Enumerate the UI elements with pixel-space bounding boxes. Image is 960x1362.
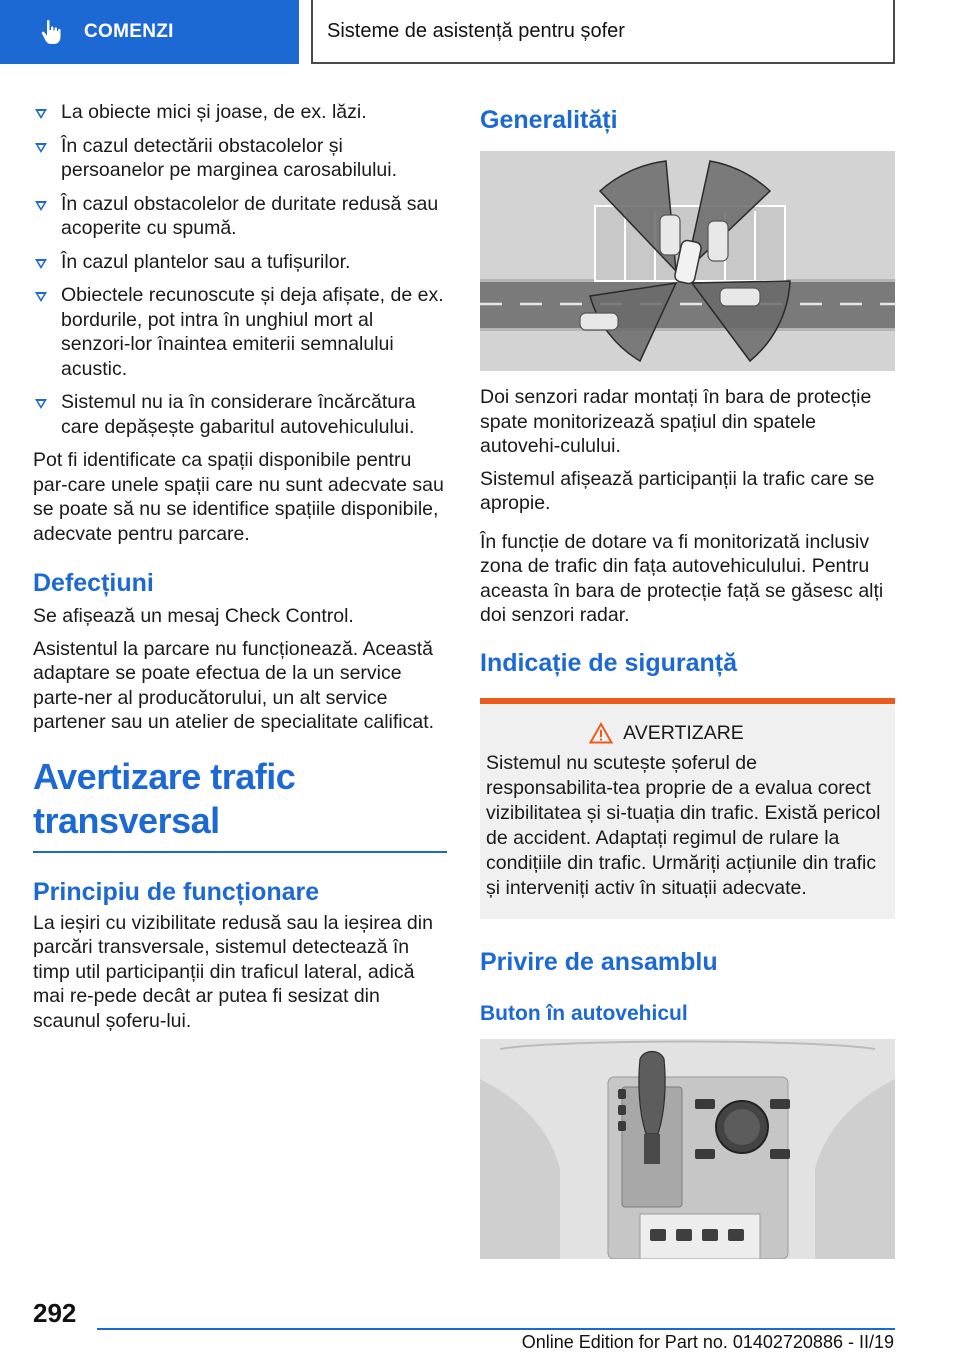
list-item: La obiecte mici și joase, de ex. lăzi. — [33, 100, 447, 125]
general-paragraph-2: Sistemul afișează participanții la trafic care se apropie. — [480, 467, 875, 514]
bullet-triangle-icon — [35, 399, 47, 409]
chapter-heading: Avertizare trafic transversal — [33, 755, 296, 841]
defects-paragraph-1: Se afișează un mesaj Check Control. — [33, 605, 354, 627]
bullet-triangle-icon — [35, 201, 47, 211]
page-number: 292 — [33, 1298, 77, 1328]
general-paragraph-3: În funcție de dotare va fi monitorizată inclusiv zona de trafic din fața autovehiculului. Pentru aceasta în bara de protecție față se găsesc alți doi senzori radar. — [480, 530, 884, 626]
limitations-list — [33, 100, 447, 439]
list-item: Sistemul nu ia în considerare încărcătura care depășește gabaritul autovehiculului. — [33, 390, 447, 439]
edition-footer: Online Edition for Part no. 01402720886 - II/19 — [521, 1332, 894, 1352]
bullet-triangle-icon — [35, 109, 47, 119]
radar-coverage-illustration — [480, 151, 895, 371]
warning-title: AVERTIZARE — [623, 721, 744, 744]
defects-paragraph-2: Asistentul la parcare nu funcționează. Această adaptare se poate efectua de la un service parte-ner al producătorului, un alt service partener sau un atelier de specialitate calificat. — [33, 637, 435, 733]
list-item: În cazul detectării obstacolelor și persoanelor pe marginea carosabilului. — [33, 134, 447, 183]
overview-heading: Privire de ansamblu — [480, 947, 718, 976]
list-item: În cazul obstacolelor de duritate redusă sau acoperite cu spumă. — [33, 192, 447, 241]
defects-heading: Defecțiuni — [33, 569, 154, 597]
safety-heading: Indicație de siguranță — [480, 648, 738, 677]
left-column — [33, 100, 447, 1041]
list-item: În cazul plantelor sau a tufișurilor. — [33, 250, 447, 275]
warning-header — [486, 722, 887, 745]
warning-text: Sistemul nu scutește șoferul de responsabilita-tea proprie de a evalua corect vizibilitatea și si-tuația din trafic. Există pericol de accident. Adaptați regimul de rulare la condițiile din trafic. Urmăriți acțiunile din trafic și interveniți activ în situații adecvate. — [486, 751, 881, 899]
chapter-tab[interactable] — [0, 0, 299, 64]
principle-heading: Principiu de funcționare — [33, 877, 320, 906]
chapter-label: COMENZI — [84, 21, 174, 42]
center-console-illustration — [480, 1039, 895, 1259]
warning-triangle-icon — [589, 722, 613, 744]
bullet-triangle-icon — [35, 143, 47, 153]
chapter-divider — [33, 851, 447, 853]
button-heading: Buton în autovehicul — [480, 1001, 688, 1025]
bullet-triangle-icon — [35, 259, 47, 269]
page-header — [0, 0, 960, 66]
bullet-triangle-icon — [35, 292, 47, 302]
general-paragraph-1: Doi senzori radar montați în bara de protecție spate monitorizează spațiul din spatele autovehi-culului. — [480, 386, 872, 457]
principle-paragraph: La ieșiri cu vizibilitate redusă sau la ieșirea din parcări transversale, sistemul detectează în timp util participanții din traficul lateral, adică mai re-pede decât ar putea fi sesizat din scaunul șoferu-lui. — [33, 911, 433, 1032]
parking-spaces-paragraph: Pot fi identificate ca spații disponibile pentru par-care unele spații care nu sunt adecvate sau se poate să nu se identifice spațiile disponibile, adecvate pentru parcare. — [33, 449, 444, 545]
console-photo — [480, 1039, 895, 1259]
footer-divider — [97, 1328, 895, 1330]
warning-box — [480, 698, 895, 919]
right-column — [480, 100, 895, 1259]
general-heading: Generalități — [480, 106, 618, 134]
hand-pointer-icon — [38, 18, 66, 46]
list-item: Obiectele recunoscute și deja afișate, de ex. bordurile, pot intra în unghiul mort al senzori-lor înaintea emiterii semnalului acustic. — [33, 283, 447, 381]
section-title: Sisteme de asistență pentru șofer — [311, 0, 895, 64]
radar-diagram — [480, 151, 895, 371]
